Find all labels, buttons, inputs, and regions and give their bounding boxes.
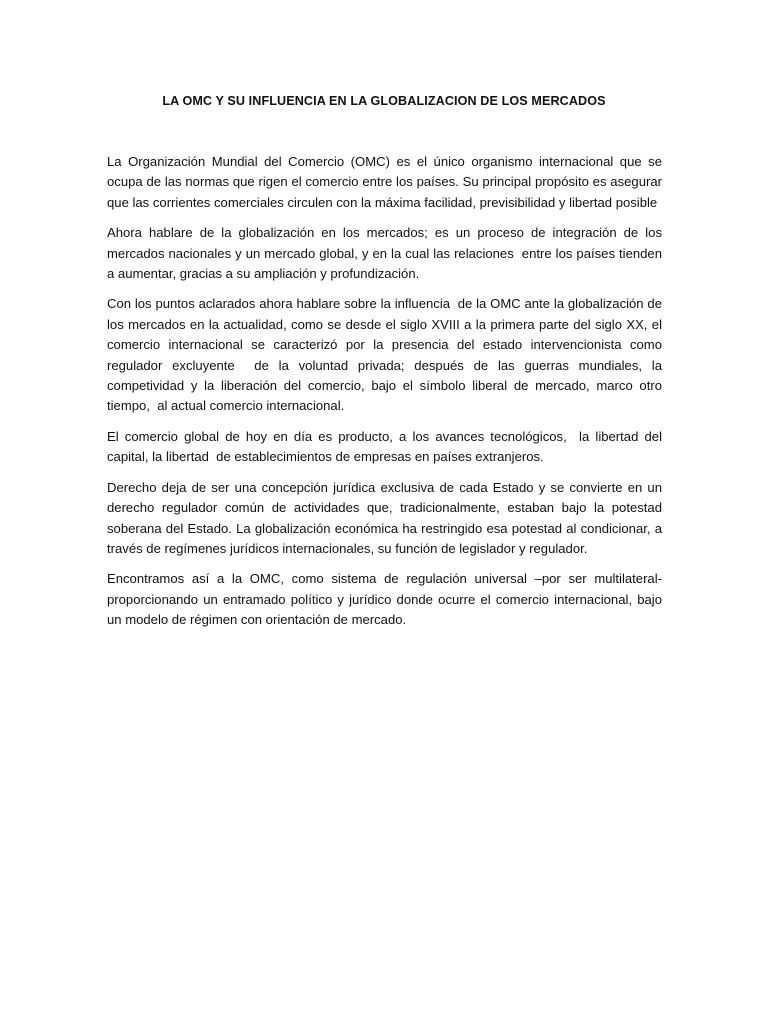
- paragraph-global-commerce: El comercio global de hoy en día es producto, a los avances tecnológicos, la libertad del capital, la libertad de establecimientos de empresas en países extranjeros.: [107, 428, 666, 465]
- paragraph-law: Derecho deja de ser una concepción jurídica exclusiva de cada Estado y se convierte en un derecho regulador común de actividades que, tradicionalmente, estaban bajo la potestad soberana del Estado. La globalización económica ha restringido esa potestad al condicionar, a través de regímenes jurídicos internacionales, su función de legislador y regulador.: [107, 479, 666, 556]
- paragraph-omc-definition: La Organización Mundial del Comercio (OMC) es el único organismo internacional que se ocupa de las normas que rigen el comercio entre los países. Su principal propósito es asegurar que las corrientes comerciales circulen con la máxima facilidad, previsibilidad y libertad posible: [107, 154, 666, 210]
- document-body: [107, 152, 666, 641]
- paragraph-conclusion: Encontramos así a la OMC, como sistema de regulación universal –por ser multilateral- proporcionando un entramado político y jurídico donde ocurre el comercio internacional, bajo un modelo de régimen con orientación de mercado.: [107, 571, 666, 628]
- paragraph-globalization: Ahora hablare de la globalización en los mercados; es un proceso de integración de los mercados nacionales y un mercado global, y en la cual las relaciones entre los países tienden a aumentar, gracias a su ampliación y profundización.: [107, 225, 666, 282]
- document-title: LA OMC Y SU INFLUENCIA EN LA GLOBALIZACION DE LOS MERCADOS: [162, 94, 606, 108]
- paragraph-omc-influence: Con los puntos aclarados ahora hablare sobre la influencia de la OMC ante la globalización de los mercados en la actualidad, como se desde el siglo XVIII a la primera parte del siglo XX, el comercio internacional se caracterizó por la presencia del estado intervencionista como regulador excluyente de la voluntad privada; después de las guerras mundiales, la competividad y la liberación del comercio, bajo el símbolo liberal de mercado, marco otro tiempo, al actual comercio internacional.: [107, 296, 666, 414]
